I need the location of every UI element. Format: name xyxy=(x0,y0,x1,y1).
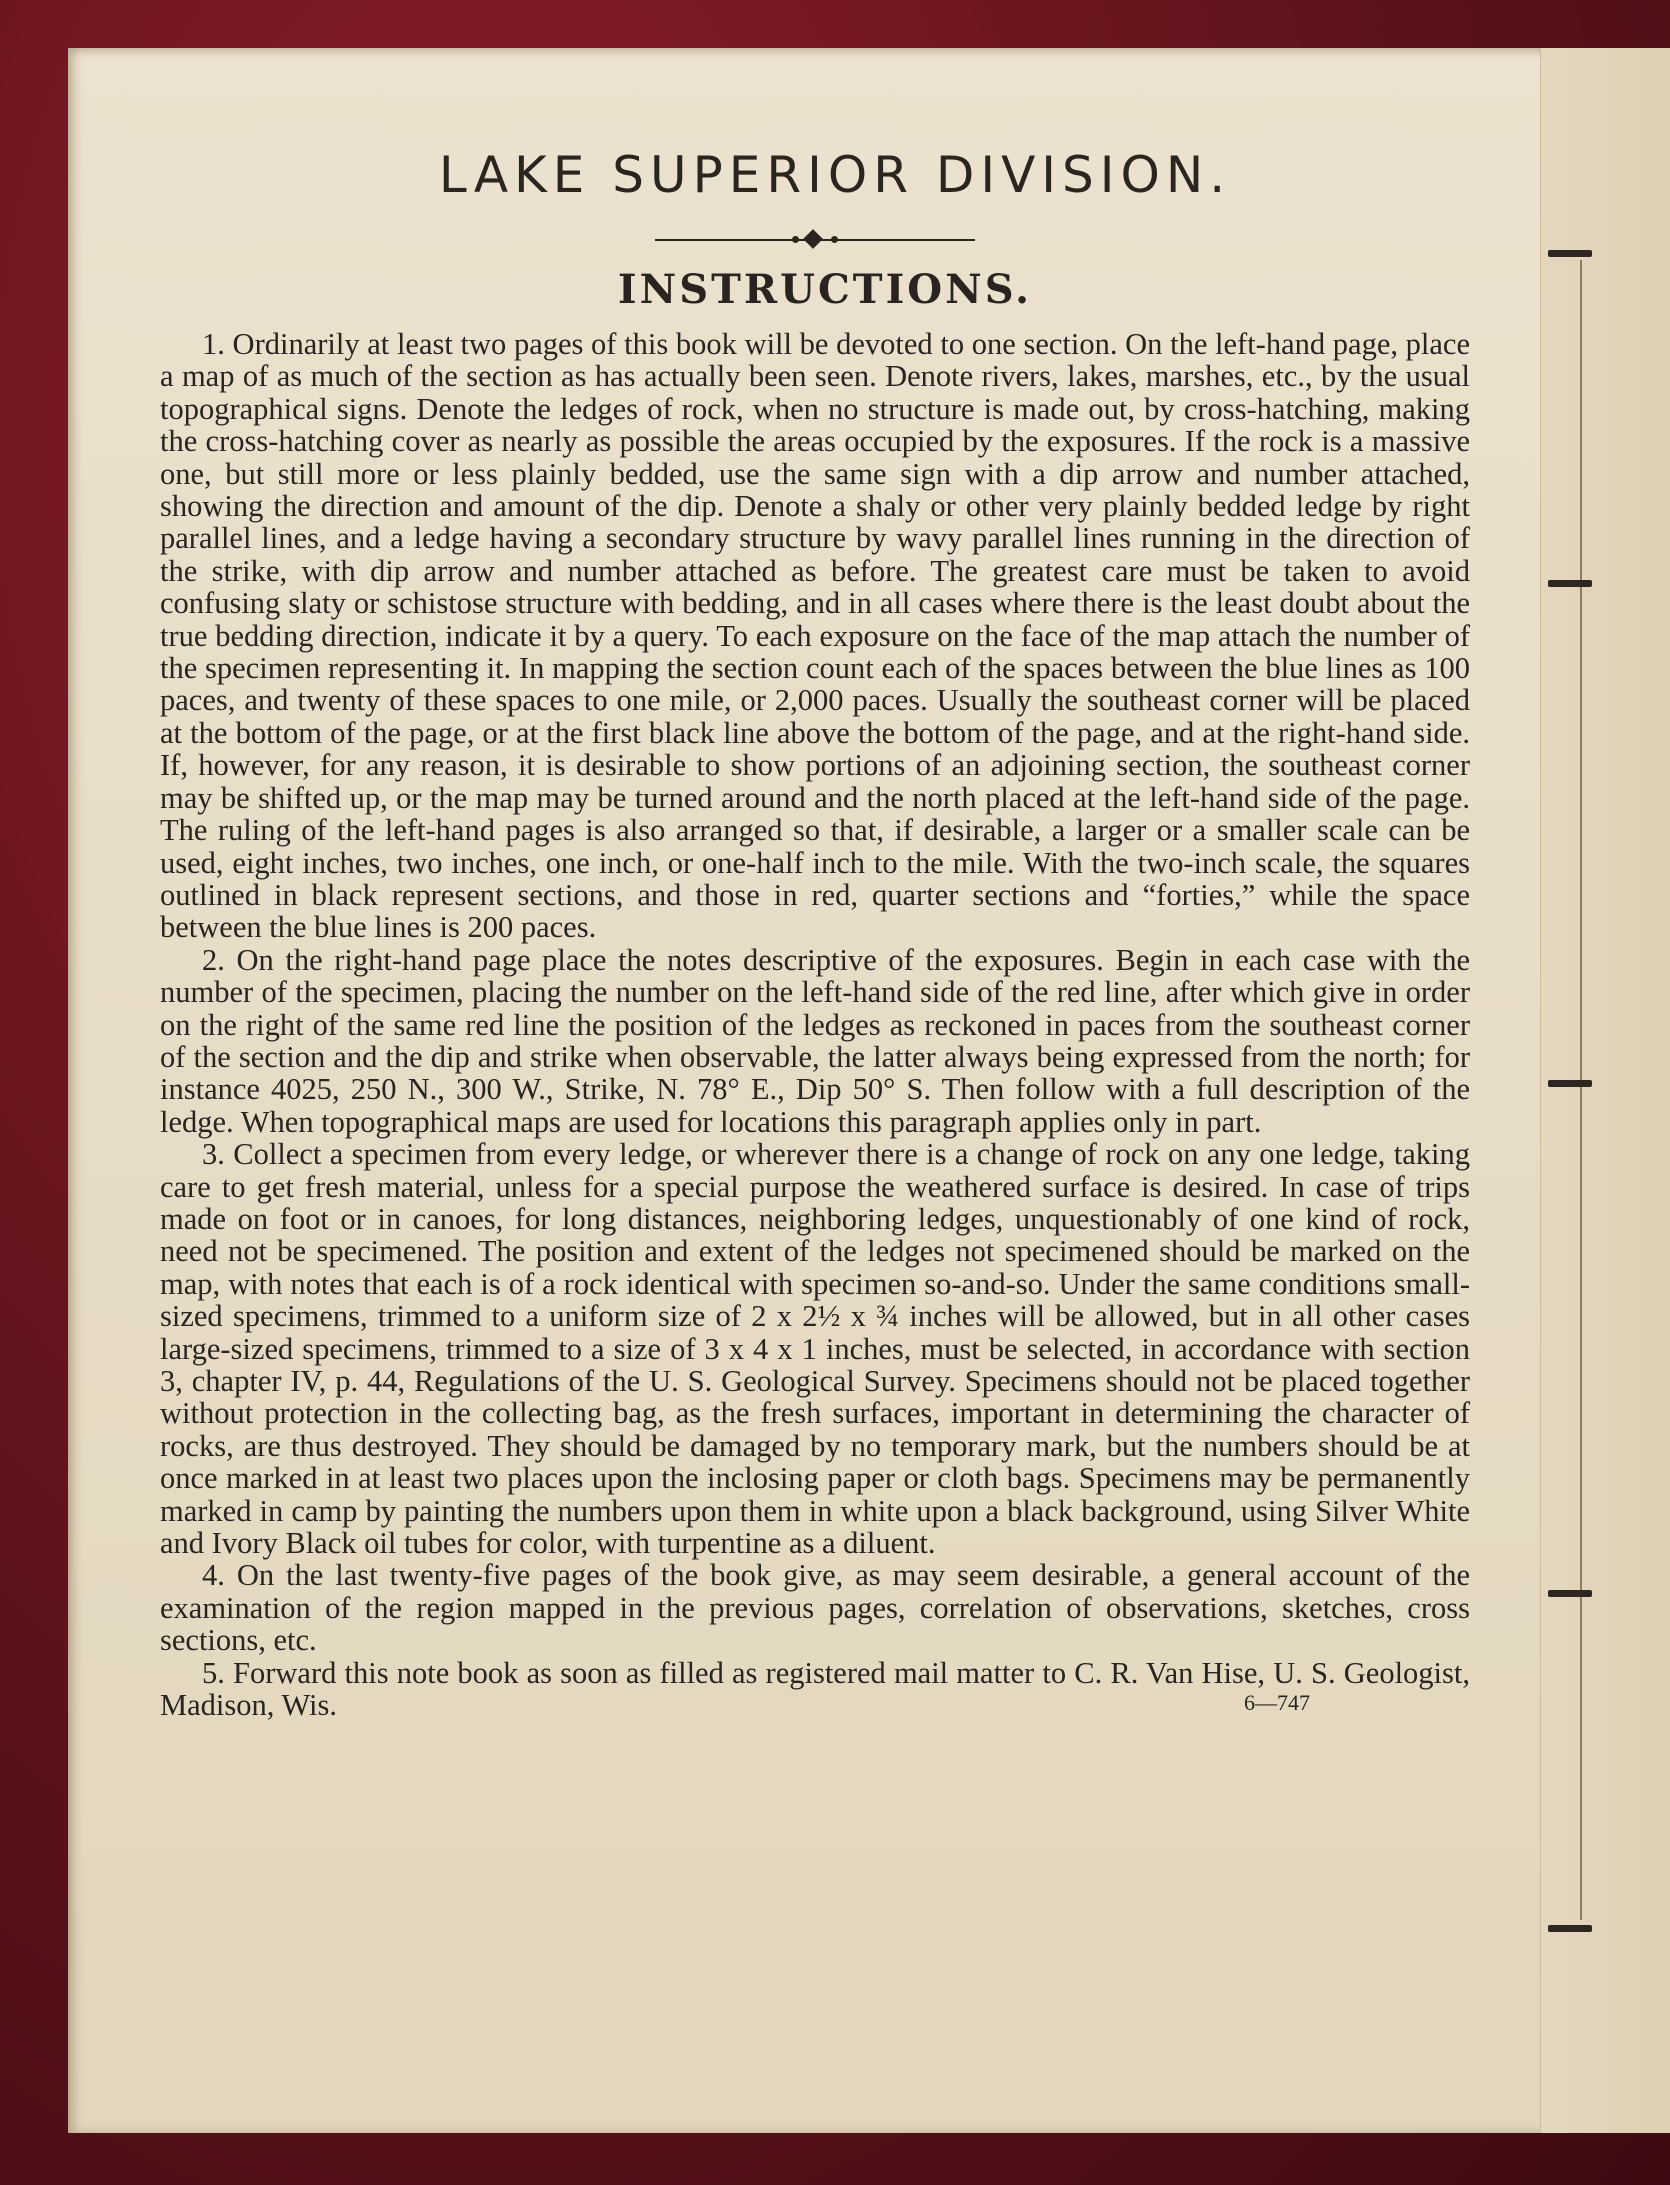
page-content xyxy=(160,130,1470,1721)
binding-stitch xyxy=(1548,1925,1592,1932)
instruction-paragraph-5: 5. Forward this note book as soon as filled as registered mail matter to C. R. Van Hise, U. S. Geologist, Madison, Wis. xyxy=(160,1655,1470,1723)
binding-stitch xyxy=(1548,1590,1592,1597)
page-title: LAKE SUPERIOR DIVISION. xyxy=(438,146,1232,204)
instructions-heading: INSTRUCTIONS. xyxy=(617,266,1033,313)
form-number: 6—747 xyxy=(1244,1690,1310,1716)
instruction-paragraph-2: 2. On the right-hand page place the notes descriptive of the exposures. Begin in each case with the number of the specimen, placing the number on the left-hand side of the red line, after which give in order on the right of the same red line the position of the ledges as reckoned in paces from the southeast corner of the section and the dip and strike when observable, the latter always being expressed from the north; for instance 4025, 250 N., 300 W., Strike, N. 78° E., Dip 50° S. Then follow with a full description of the ledge. When topographical maps are used for locations this paragraph applies only in part. xyxy=(160,942,1470,1139)
ornament-diamond xyxy=(803,229,823,249)
binding-stitch xyxy=(1548,580,1592,587)
final-instruction xyxy=(160,1657,1470,1722)
binding-stitch xyxy=(1548,1080,1592,1087)
instruction-paragraph-4: 4. On the last twenty-five pages of the book give, as may seem desirable, a general account of the examination of the region mapped in the previous pages, correlation of observations, sketches, cross sections, etc. xyxy=(160,1558,1470,1658)
binding-thread xyxy=(1580,260,1582,1920)
binding-stitch xyxy=(1548,250,1592,257)
instruction-paragraph-3: 3. Collect a specimen from every ledge, or wherever there is a change of rock on any one ledge, taking care to get fresh material, unless for a special purpose the weathered surface is desired. In case of trips made on foot or in canoes, for long distances, neighboring ledges, unquestionably of one kind of rock, need not be specimened. The position and extent of the ledges not specimened should be marked on the map, with notes that each is of a rock identical with specimen so-and-so. Under the same conditions small-sized specimens, trimmed to a uniform size of 2 x 2½ x ¾ inches will be allowed, but in all other cases large-sized specimens, trimmed to a size of 3 x 4 x 1 inches, must be selected, in accordance with section 3, chapter IV, p. 44, Regulations of the U. S. Geological Survey. Specimens should not be placed together without protection in the collecting bag, as the fresh surfaces, important in determining the character of rocks, are thus destroyed. They should be damaged by no temporary mark, but the numbers should be at once marked in at least two places upon the inclosing paper or cloth bags. Specimens may be permanently marked in camp by painting the numbers upon them in white upon a black background, using Silver White and Ivory Black oil tubes for color, with turpentine as a diluent. xyxy=(160,1137,1470,1561)
title-ornament xyxy=(655,230,975,250)
ornament-dot xyxy=(792,236,799,243)
instruction-paragraph-1: 1. Ordinarily at least two pages of this book will be devoted to one section. On the left-hand page, place a map of as much of the section as has actually been seen. Denote rivers, lakes, marshes, etc., by the usual topographical signs. Denote the ledges of rock, when no structure is made out, by cross-hatching, making the cross-hatching cover as nearly as possible the areas occupied by the exposures. If the rock is a massive one, but still more or less plainly bedded, use the same sign with a dip arrow and number attached, showing the direction and amount of the dip. Denote a shaly or other very plainly bedded ledge by right parallel lines, and a ledge having a secondary structure by wavy parallel lines running in the direction of the strike, with dip arrow and number attached as before. The greatest care must be taken to avoid confusing slaty or schistose structure with bedding, and in all cases where there is the least doubt about the true bedding direction, indicate it by a query. To each exposure on the face of the map attach the number of the specimen representing it. In mapping the section count each of the spaces between the blue lines as 100 paces, and twenty of these spaces to one mile, or 2,000 paces. Usually the southeast corner will be placed at the bottom of the page, or at the first black line above the bottom of the page, and at the right-hand side. If, however, for any reason, it is desirable to show portions of an adjoining section, the southeast corner may be shifted up, or the map may be turned around and the north placed at the left-hand side of the page. The ruling of the left-hand pages is also arranged so that, if desirable, a larger or a smaller scale can be used, eight inches, two inches, one inch, or one-half inch to the mile. With the two-inch scale, the squares outlined in black represent sections, and those in red, quarter sections and “forties,” while the space between the blue lines is 200 paces. xyxy=(160,327,1470,945)
ornament-dot xyxy=(831,236,838,243)
page-binding-margin xyxy=(1540,48,1670,2133)
